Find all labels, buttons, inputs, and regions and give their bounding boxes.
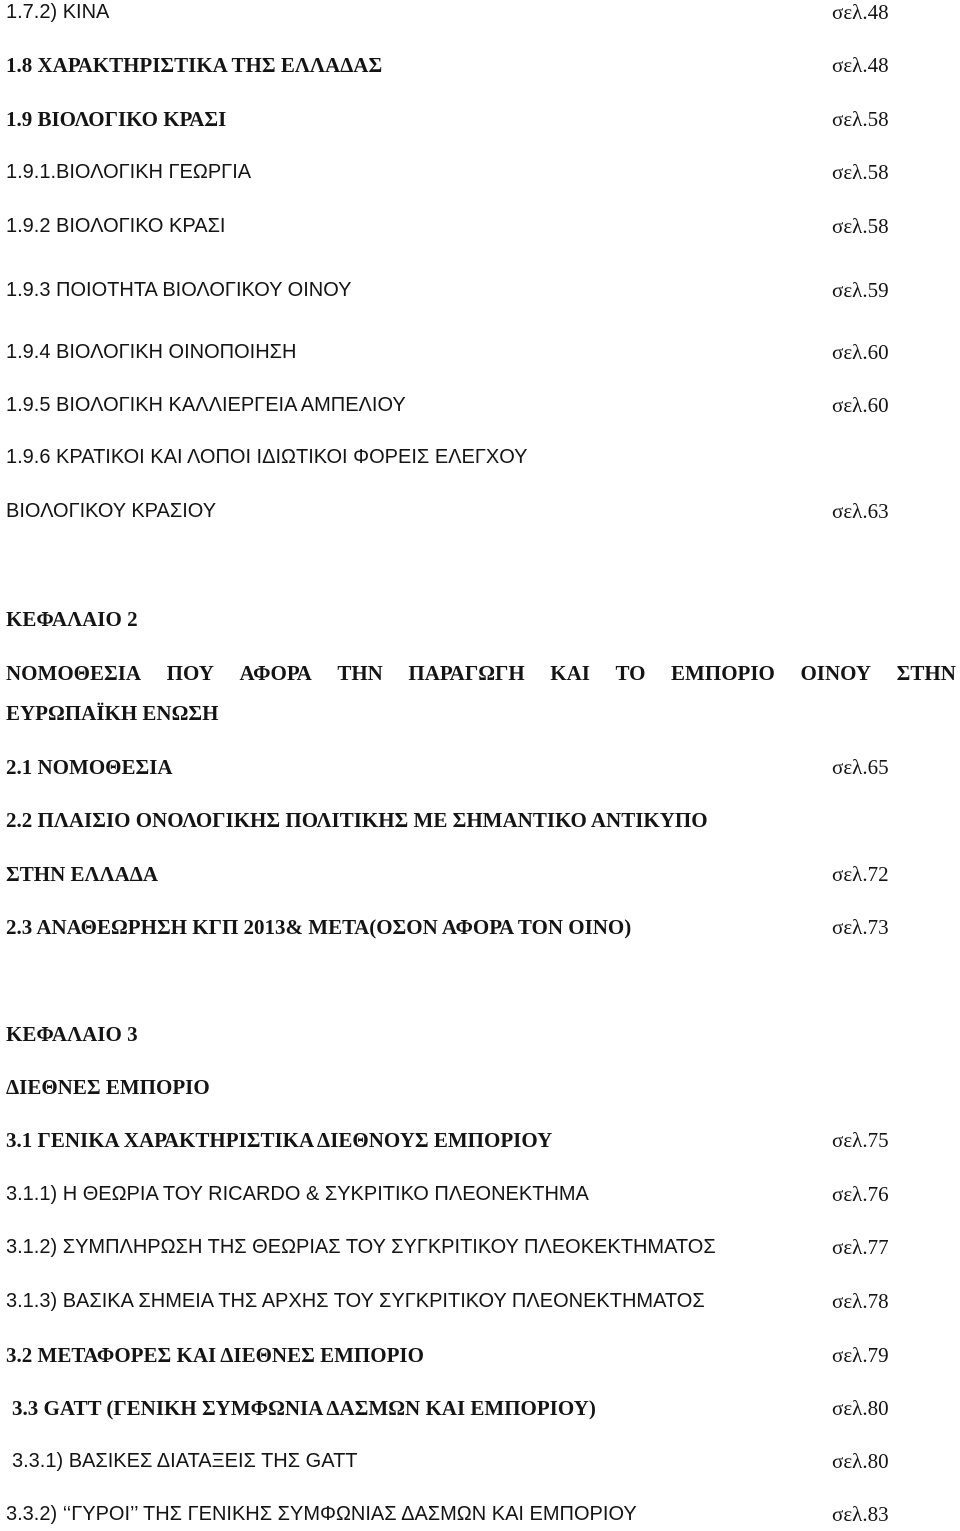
chapter-title-word: ΝΟΜΟΘΕΣΙΑ: [6, 661, 142, 685]
toc-entry-page: σελ.59: [832, 278, 889, 302]
toc-entry-page: σελ.79: [832, 1343, 889, 1367]
toc-entry-title: ΣΤΗΝ ΕΛΛΑΔΑ: [6, 862, 159, 886]
chapter-title: ΔΙΕΘΝΕΣ ΕΜΠΟΡΙΟ: [6, 1075, 210, 1099]
toc-entry-title: 3.2 ΜΕΤΑΦΟΡΕΣ ΚΑΙ ΔΙΕΘΝΕΣ ΕΜΠΟΡΙΟ: [6, 1343, 424, 1367]
toc-entry-title: 1.8 ΧΑΡΑΚΤΗΡΙΣΤΙΚΑ ΤΗΣ ΕΛΛΑΔΑΣ: [6, 53, 383, 77]
toc-entry-page: σελ.72: [832, 862, 889, 886]
toc-entry-page: σελ.78: [832, 1289, 889, 1313]
chapter-title-word: ΚΑΙ: [550, 661, 590, 685]
chapter-title-word: ΟΙΝΟΥ: [800, 661, 872, 685]
toc-entry-title: 1.7.2) ΚΙΝΑ: [6, 1, 110, 23]
toc-entry-title: 1.9.6 ΚΡΑΤΙΚΟΙ ΚΑΙ ΛΟΠΟΙ ΙΔΙΩΤΙΚΟΙ ΦΟΡΕΙΣ ΕΛΕΓΧΟΥ: [6, 446, 528, 468]
chapter-title-word: ΤΟ: [615, 661, 646, 685]
toc-entry-title: 3.3 GATT (ΓΕΝΙΚΗ ΣΥΜΦΩΝΙΑ ΔΑΣΜΩΝ ΚΑΙ ΕΜΠΟΡΙΟΥ): [12, 1396, 596, 1420]
chapter-heading: ΚΕΦΑΛΑΙΟ 3: [6, 1022, 138, 1046]
toc-entry-title: 3.1.1) Η ΘΕΩΡΙΑ ΤΟΥ RICARDO & ΣΥΚΡΙΤΙΚΟ ΠΛΕΟΝΕΚΤΗΜΑ: [6, 1183, 589, 1205]
toc-entry-title: 1.9.5 ΒΙΟΛΟΓΙΚΗ ΚΑΛΛΙΕΡΓΕΙΑ ΑΜΠΕΛΙΟΥ: [6, 394, 406, 416]
toc-entry-page: σελ.77: [832, 1235, 889, 1259]
toc-entry-title: 1.9.1.ΒΙΟΛΟΓΙΚΗ ΓΕΩΡΓΙΑ: [6, 161, 252, 183]
toc-entry-page: σελ.60: [832, 393, 889, 417]
toc-entry-page: σελ.80: [832, 1396, 889, 1420]
toc-entry-title: 3.1 ΓΕΝΙΚΑ ΧΑΡΑΚΤΗΡΙΣΤΙΚΑ ΔΙΕΘΝΟΥΣ ΕΜΠΟΡΙΟΥ: [6, 1128, 553, 1152]
toc-entry-page: σελ.73: [832, 915, 889, 939]
chapter-title: ΕΥΡΩΠΑΪΚΗ ΕΝΩΣΗ: [6, 701, 219, 725]
chapter-title-justified: [6, 661, 956, 685]
toc-entry-page: σελ.65: [832, 755, 889, 779]
toc-entry-title: 1.9 ΒΙΟΛΟΓΙΚΟ ΚΡΑΣΙ: [6, 107, 227, 131]
toc-entry-page: σελ.58: [832, 107, 889, 131]
toc-entry-page: σελ.48: [832, 53, 889, 77]
toc-entry-title: 2.1 ΝΟΜΟΘΕΣΙΑ: [6, 755, 173, 779]
toc-entry-title: 2.3 ΑΝΑΘΕΩΡΗΣΗ ΚΓΠ 2013& ΜΕΤΑ(ΟΣΟΝ ΑΦΟΡΑ ΤΟΝ ΟΙΝΟ): [6, 915, 632, 939]
chapter-title-word: ΠΟΥ: [166, 661, 214, 685]
toc-entry-page: σελ.48: [832, 0, 889, 24]
toc-entry-page: σελ.80: [832, 1449, 889, 1473]
chapter-title-word: ΑΦΟΡΑ: [239, 661, 312, 685]
toc-entry-title: 3.1.2) ΣΥΜΠΛΗΡΩΣΗ ΤΗΣ ΘΕΩΡΙΑΣ ΤΟΥ ΣΥΓΚΡΙΤΙΚΟΥ ΠΛΕΟΚΕΚΤΗΜΑΤΟΣ: [6, 1236, 716, 1258]
toc-entry-title: ΒΙΟΛΟΓΙΚΟΥ ΚΡΑΣΙΟΥ: [6, 500, 217, 522]
toc-entry-title: 3.3.1) ΒΑΣΙΚΕΣ ΔΙΑΤΑΞΕΙΣ ΤΗΣ GATT: [12, 1450, 358, 1472]
toc-entry-title: 1.9.2 ΒΙΟΛΟΓΙΚΟ ΚΡΑΣΙ: [6, 215, 226, 237]
toc-entry-page: σελ.83: [832, 1502, 889, 1526]
toc-entry-page: σελ.63: [832, 499, 889, 523]
toc-entry-page: σελ.76: [832, 1182, 889, 1206]
toc-entry-title: 2.2 ΠΛΑΙΣΙΟ ΟΝΟΛΟΓΙΚΗΣ ΠΟΛΙΤΙΚΗΣ ΜΕ ΣΗΜΑΝΤΙΚΟ ΑΝΤΙΚΥΠΟ: [6, 808, 708, 832]
toc-entry-page: σελ.58: [832, 160, 889, 184]
toc-entry-page: σελ.75: [832, 1128, 889, 1152]
chapter-title-word: ΕΜΠΟΡΙΟ: [671, 661, 775, 685]
toc-entry-page: σελ.58: [832, 214, 889, 238]
chapter-title-word: ΠΑΡΑΓΩΓΗ: [408, 661, 525, 685]
chapter-title-word: ΤΗΝ: [337, 661, 383, 685]
toc-entry-page: σελ.60: [832, 340, 889, 364]
toc-entry-title: 3.1.3) ΒΑΣΙΚΑ ΣΗΜΕΙΑ ΤΗΣ ΑΡΧΗΣ ΤΟΥ ΣΥΓΚΡΙΤΙΚΟΥ ΠΛΕΟΝΕΚΤΗΜΑΤΟΣ: [6, 1290, 705, 1312]
toc-entry-title: 3.3.2) ‘‘ΓΥΡΟΙ’’ ΤΗΣ ΓΕΝΙΚΗΣ ΣΥΜΦΩΝΙΑΣ ΔΑΣΜΩΝ ΚΑΙ ΕΜΠΟΡΙΟΥ: [6, 1503, 637, 1525]
toc-entry-title: 1.9.4 ΒΙΟΛΟΓΙΚΗ ΟΙΝΟΠΟΙΗΣΗ: [6, 341, 297, 363]
toc-entry-title: 1.9.3 ΠΟΙΟΤΗΤΑ ΒΙΟΛΟΓΙΚΟΥ ΟΙΝΟΥ: [6, 279, 352, 301]
chapter-heading: ΚΕΦΑΛΑΙΟ 2: [6, 607, 138, 631]
chapter-title-word: ΣΤΗΝ: [896, 661, 956, 685]
